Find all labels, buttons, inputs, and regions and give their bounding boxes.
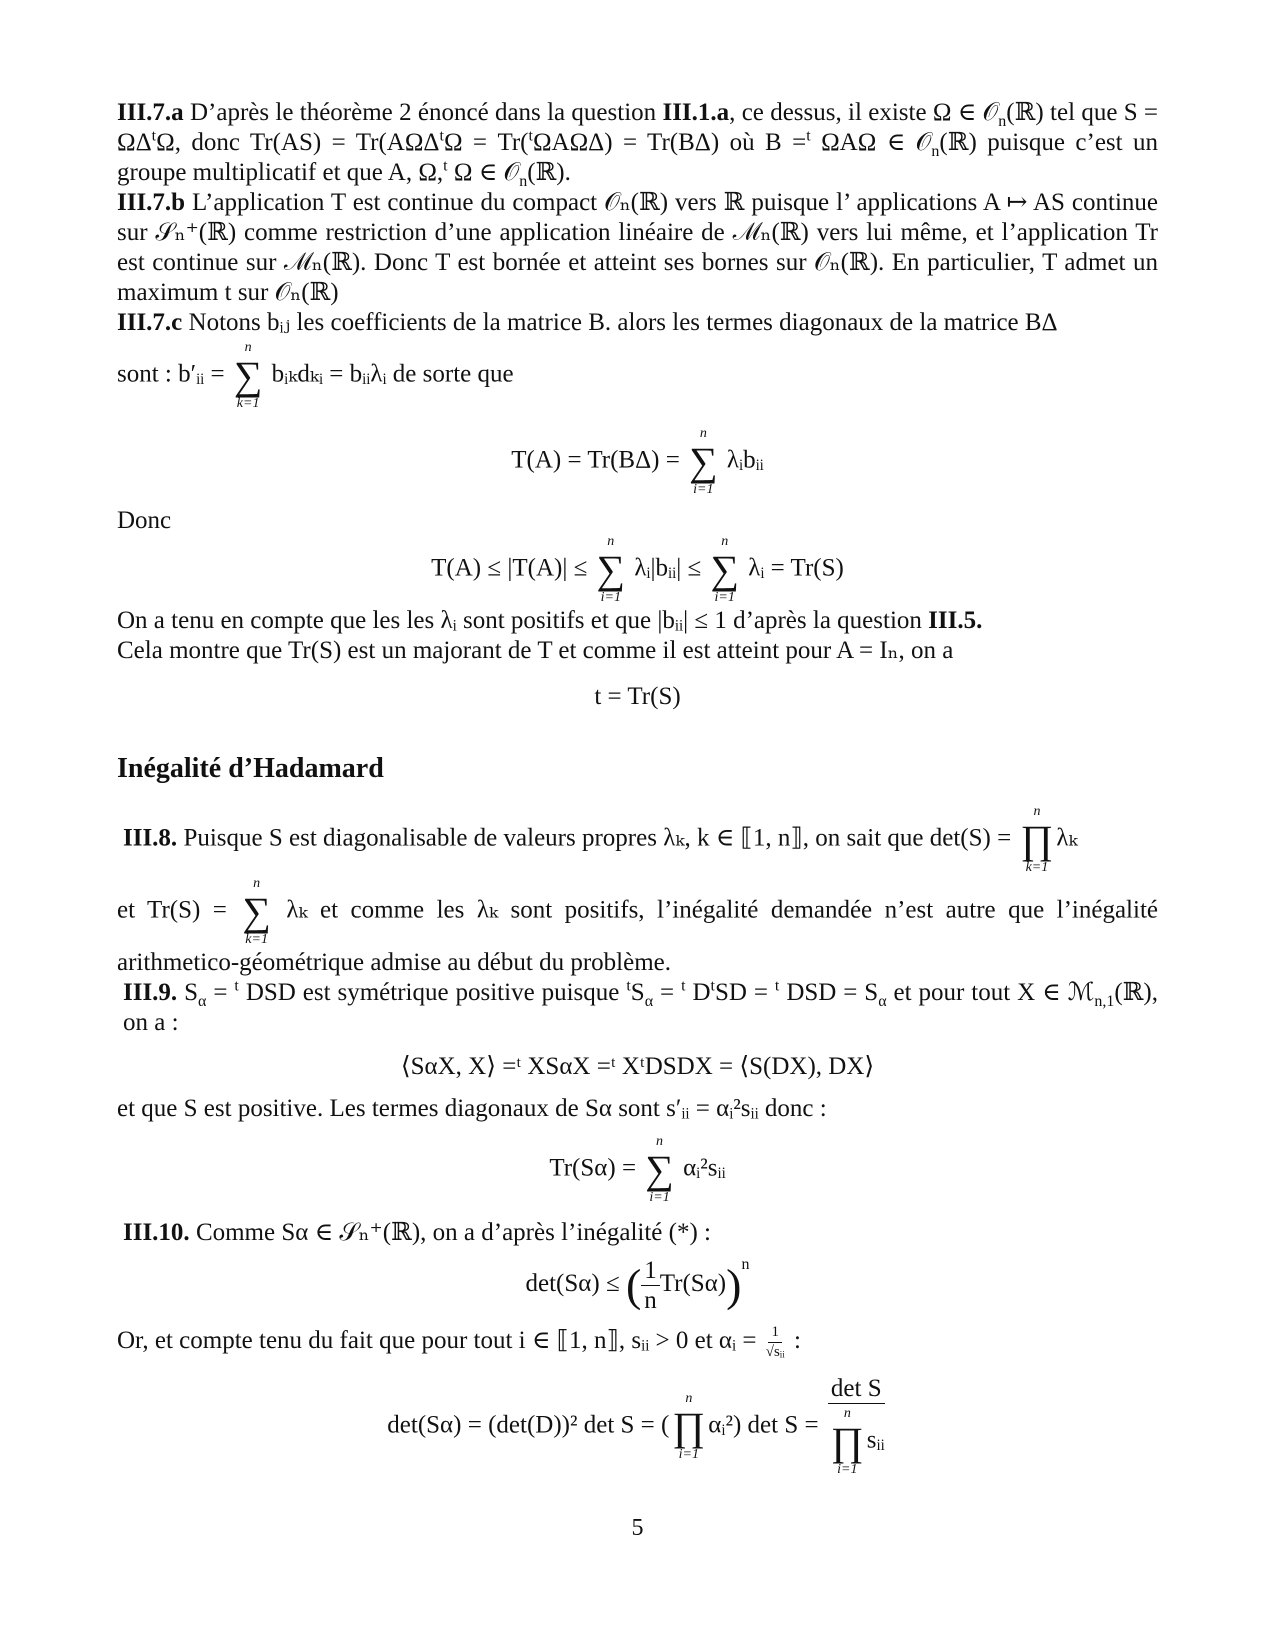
eq-part: T(A) = Tr(BΔ) = (511, 446, 680, 474)
text: DSD = S (779, 979, 879, 1006)
product-operator (672, 1391, 705, 1463)
prod-symbol: ∏ (672, 1404, 706, 1449)
sum-upper: n (699, 426, 707, 441)
label-iii-8: III.8. (123, 824, 178, 852)
eq-part: det(Sα) = (det(D))² det S = ( (387, 1411, 670, 1439)
text: bᵢₖdₖᵢ = bᵢᵢλᵢ de sorte que (271, 360, 514, 388)
text: Comme Sα ∈ 𝒮ₙ⁺(ℝ), on a d’après l’inégalité (*) : (189, 1219, 712, 1246)
eq-part: λᵢ = Tr(S) (748, 554, 844, 582)
text: S (177, 979, 199, 1006)
sum-lower: i=1 (714, 590, 735, 605)
label-iii-7-a: III.7.a (117, 99, 184, 126)
paragraph-iii-8-cont (117, 876, 1158, 978)
text-donc: Donc (117, 507, 172, 534)
text: , ce dessus, il existe Ω ∈ 𝒪 (729, 99, 999, 126)
sum-lower: k=1 (236, 396, 260, 411)
equation-ta (117, 426, 1158, 498)
sup: t (528, 127, 533, 145)
prod-symbol: ∏ (830, 1419, 864, 1464)
equation-scalar: ⟨SαX, X⟩ =ᵗ XSαX =ᵗ XᵗDSDX = ⟨S(DX), DX⟩ (400, 1053, 875, 1080)
sum-operator (645, 1134, 674, 1206)
paragraph-cela-montre: Cela montre que Tr(S) est un majorant de T et comme il est atteint pour A = Iₙ, on a (117, 637, 954, 664)
sub: n (931, 143, 940, 160)
sum-operator (710, 534, 739, 606)
text: D (685, 979, 711, 1006)
equation-det-ineq (117, 1258, 1158, 1313)
frac-den (825, 1404, 888, 1478)
frac-den: n (644, 1287, 657, 1314)
text: On a tenu en compte que les les λᵢ sont positifs et que |bᵢᵢ| ≤ 1 d’après la question (117, 607, 929, 634)
product-operator (831, 1406, 864, 1478)
ref-iii-1-a: III.1.a (662, 99, 730, 126)
page-content (117, 98, 1158, 1478)
eq-part: det(Sα) ≤ (525, 1270, 620, 1298)
equation-inequality (117, 534, 1158, 606)
sub: α (644, 993, 654, 1010)
eq-part: λᵢ|bᵢᵢ| ≤ (634, 554, 702, 582)
frac-num: 1 (768, 1325, 782, 1343)
sub: n (998, 113, 1007, 130)
eq-part: αᵢ²) det S = (708, 1411, 819, 1439)
paragraph-iii-7-b (117, 188, 1158, 308)
fraction-alpha (763, 1325, 788, 1360)
sup: t (710, 977, 715, 995)
fraction-det (825, 1376, 888, 1478)
sum-symbol: ∑ (596, 547, 626, 592)
sum-symbol: ∑ (242, 889, 271, 934)
text: Ω = Tr( (443, 129, 529, 156)
paragraph-on-a-tenu (117, 606, 1158, 636)
prod-symbol: ∏ (1020, 817, 1054, 862)
text: et pour tout X ∈ ℳ (886, 979, 1095, 1006)
fraction-1-n (641, 1258, 660, 1313)
text: λₖ et comme les λₖ sont positifs, l’inégalité demandée n’est autre que l’inégalité arithmetico-géométrique admise au début du problème. (117, 896, 1158, 976)
text: S (630, 979, 645, 1006)
label-iii-9: III.9. (123, 979, 178, 1006)
text: = (206, 979, 235, 1006)
sum-lower: i=1 (600, 590, 621, 605)
sup: t (234, 977, 239, 995)
sum-upper: n (656, 1134, 664, 1149)
paragraph-iii-8 (117, 804, 1158, 876)
paren-close: ) (726, 1259, 742, 1311)
label-iii-10: III.10. (123, 1219, 190, 1246)
sup: t (439, 127, 444, 145)
text: DSD est symétrique positive puisque (238, 979, 627, 1006)
sum-symbol: ∑ (233, 353, 263, 398)
equation-det-final (117, 1376, 1158, 1478)
text: SD = (714, 979, 775, 1006)
prod-upper: n (843, 1406, 851, 1421)
text: Or, et compte tenu du fait que pour tout i ∈ ⟦1, n⟧, sᵢᵢ > 0 et αᵢ = (117, 1327, 757, 1355)
text: (ℝ), on a : (123, 979, 1158, 1036)
sum-lower: i=1 (693, 482, 714, 497)
paragraph-iii-9 (117, 978, 1158, 1038)
sum-operator (597, 534, 626, 606)
ref-iii-5: III.5. (928, 607, 983, 634)
text: = (653, 979, 682, 1006)
prod-lower: i=1 (837, 1462, 858, 1477)
text: Notons bᵢⱼ les coefficients de la matrice B. alors les termes diagonaux de la matrice BΔ (182, 309, 1058, 336)
sup: t (806, 127, 811, 145)
prod-upper: n (685, 1391, 693, 1406)
sum-symbol: ∑ (645, 1147, 674, 1192)
label-iii-7-b: III.7.b (117, 189, 186, 216)
paragraph-iii-7-a (117, 98, 1158, 188)
sum-operator (242, 876, 271, 948)
text: Ω ∈ 𝒪 (447, 159, 520, 186)
label-iii-7-c: III.7.c (117, 309, 183, 336)
frac-num: det S (828, 1376, 885, 1404)
sub: n,1 (1094, 993, 1115, 1010)
text: : (787, 1327, 801, 1355)
frac-num: 1 (641, 1258, 660, 1286)
prod-upper: n (1033, 804, 1041, 819)
sub: α (878, 993, 887, 1010)
text: Puisque S est diagonalisable de valeurs propres λₖ, k ∈ ⟦1, n⟧, on sait que det(S) = (177, 824, 1012, 852)
sub: n (519, 173, 528, 190)
sup: t (443, 157, 448, 175)
paren-open: ( (625, 1259, 642, 1311)
sum-operator (689, 426, 718, 498)
page-number: 5 (631, 1515, 644, 1541)
eq-part: T(A) ≤ |T(A)| ≤ (431, 554, 588, 582)
product-operator (1020, 804, 1053, 876)
paragraph-iii-7-c (117, 308, 1158, 338)
text: D’après le théorème 2 énoncé dans la question (183, 99, 663, 126)
eq-part: Tr(Sα) = (549, 1154, 637, 1182)
sum-lower: k=1 (245, 932, 268, 947)
prod-lower: i=1 (678, 1447, 699, 1462)
sup: t (774, 977, 780, 995)
equation-trsa (117, 1134, 1158, 1206)
sub: α (198, 993, 207, 1010)
text: (ℝ) puisque c’est un groupe multiplicatif et que A, Ω, (117, 129, 1159, 186)
sup: t (626, 977, 631, 995)
paragraph-iii-7-c-sum (117, 340, 1158, 412)
prod-lower: k=1 (1025, 860, 1049, 875)
sum-upper: n (253, 876, 261, 891)
eq-part: λᵢbᵢᵢ (726, 446, 764, 474)
sup: t (681, 977, 686, 995)
text: ΩAΩ ∈ 𝒪 (810, 129, 932, 156)
text: (ℝ). (527, 159, 571, 186)
sum-symbol: ∑ (689, 439, 718, 484)
sum-upper: n (721, 534, 729, 549)
sum-operator (234, 340, 263, 412)
heading-hadamard: Inégalité d’Hadamard (117, 753, 384, 784)
text: (ℝ) tel que S = ΩΔ (117, 99, 1159, 156)
paragraph-iii-9-after: et que S est positive. Les termes diagonaux de Sα sont s′ᵢᵢ = αᵢ²sᵢᵢ donc : (117, 1095, 827, 1122)
frac-den: √sᵢᵢ (765, 1344, 785, 1360)
eq-part: Tr(Sα) (659, 1270, 727, 1298)
paragraph-iii-10 (117, 1218, 1158, 1248)
text: Ω, donc Tr(AS) = Tr(AΩΔ (156, 129, 440, 156)
sum-upper: n (607, 534, 615, 549)
sum-upper: n (244, 340, 252, 355)
equation-t: t = Tr(S) (594, 683, 681, 710)
text: et Tr(S) = (117, 896, 227, 924)
eq-part: λₖ (1056, 824, 1078, 852)
sum-symbol: ∑ (710, 547, 739, 592)
eq-part: αᵢ²sᵢᵢ (683, 1154, 726, 1182)
paragraph-or (117, 1325, 1158, 1360)
text: ΩAΩΔ) = Tr(BΔ) où B = (532, 129, 807, 156)
text: L’application T est continue du compact 𝒪ₙ(ℝ) vers ℝ puisque l’ applications A ↦ AS continue sur 𝒮ₙ⁺(ℝ) comme restriction d’une application linéaire de ℳₙ(ℝ) vers lui même, et l’application Tr est continue sur ℳₙ(ℝ). Donc T est bornée et atteint ses bornes sur 𝒪ₙ(ℝ). En particulier, T admet un maximum t sur 𝒪ₙ(ℝ) (117, 189, 1158, 306)
text: sont : b′ᵢᵢ = (117, 360, 225, 388)
sup: t (151, 127, 157, 145)
exponent: n (741, 1256, 750, 1274)
eq-part: sᵢᵢ (866, 1426, 885, 1454)
sum-lower: i=1 (649, 1190, 670, 1205)
